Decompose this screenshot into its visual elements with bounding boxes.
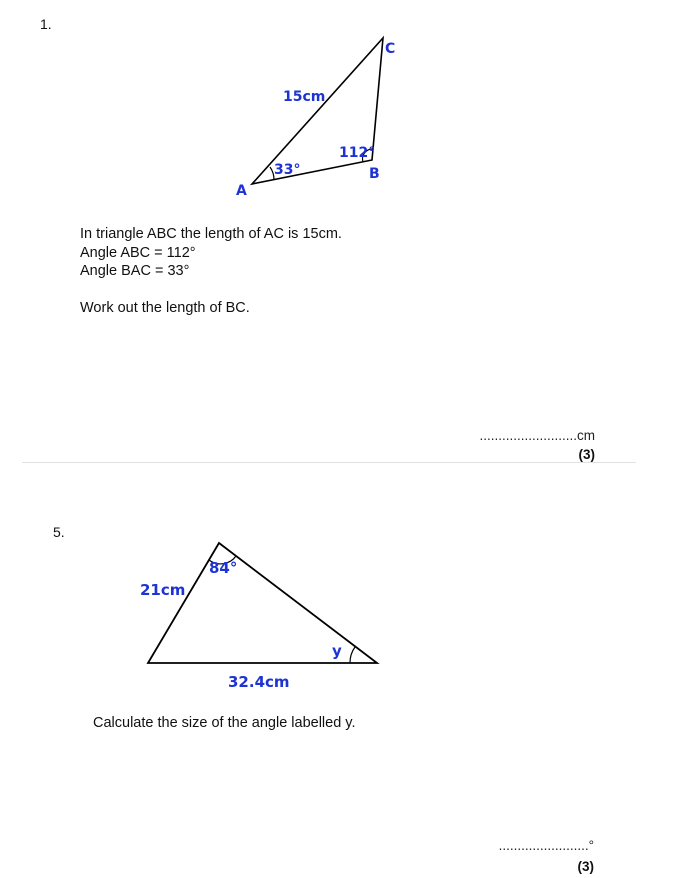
triangle-diagram-q5 [0,520,697,700]
vertex-label-b: B [369,166,380,182]
question-number-5: 5. [53,524,65,540]
triangle-diagram-abc [0,0,697,220]
question-5-instruction: Calculate the size of the angle labelled y. [93,715,356,731]
vertex-label-a: A [236,183,247,199]
angle-label-a: 33° [274,162,301,178]
section-divider [22,462,636,463]
question-number-1: 1. [40,16,52,32]
side-label-bottom: 32.4cm [228,673,290,691]
question-1-statement-line-2: Angle ABC = 112° [80,244,196,261]
angle-label-b: 112° [339,145,376,161]
vertex-label-c: C [385,41,396,57]
angle-label-top: 84° [209,559,238,577]
question-5-answer-line[interactable]: ........................° [498,838,594,853]
side-label-left: 21cm [140,581,186,599]
angle-label-y: y [332,642,342,660]
question-1-statement-line-1: In triangle ABC the length of AC is 15cm. [80,226,342,242]
triangle-q5-shape [148,543,377,663]
question-1-statement-line-3: Angle BAC = 33° [80,263,190,279]
triangle-abc-shape [252,38,383,184]
question-1-marks: (3) [578,447,595,462]
side-label-ac: 15cm [283,89,326,105]
question-1-answer-line[interactable]: ..........................cm [479,428,595,443]
angle-arc-y [350,647,355,663]
question-5-marks: (3) [577,859,594,874]
question-1-instruction: Work out the length of BC. [80,300,250,316]
